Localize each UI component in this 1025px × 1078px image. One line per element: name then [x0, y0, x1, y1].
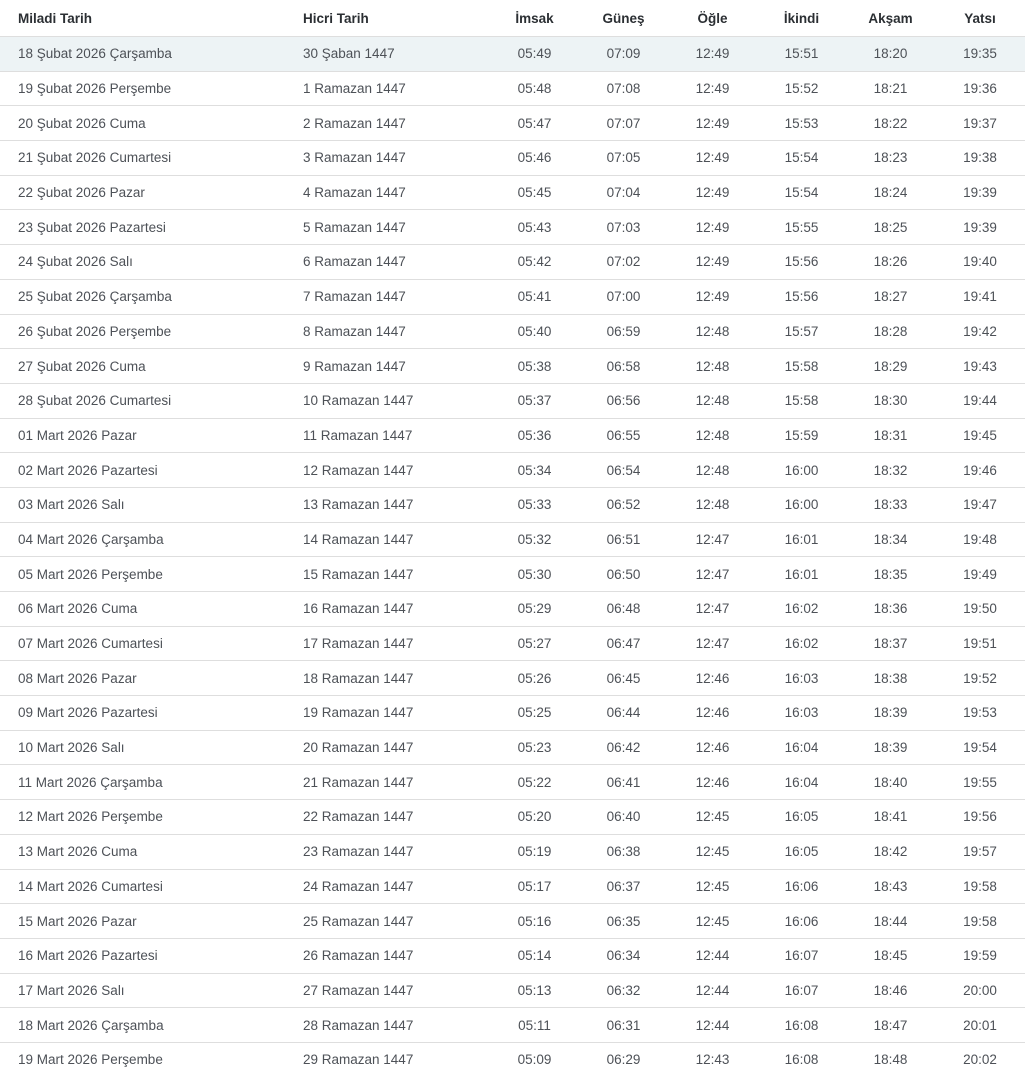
cell-yatsi: 19:51: [935, 626, 1025, 661]
header-cell-ikindi: İkindi: [757, 0, 846, 37]
cell-miladi: 07 Mart 2026 Cumartesi: [0, 626, 286, 661]
cell-ogle: 12:48: [668, 487, 757, 522]
cell-yatsi: 19:38: [935, 141, 1025, 176]
cell-ikindi: 15:54: [757, 175, 846, 210]
cell-miladi: 08 Mart 2026 Pazar: [0, 661, 286, 696]
cell-ogle: 12:46: [668, 661, 757, 696]
table-row: [0, 869, 1025, 904]
table-row: [0, 141, 1025, 176]
cell-aksam: 18:32: [846, 453, 935, 488]
table-row: [0, 626, 1025, 661]
table-row: [0, 1042, 1025, 1076]
cell-imsak: 05:46: [490, 141, 579, 176]
cell-gunes: 06:34: [579, 938, 668, 973]
cell-ikindi: 16:08: [757, 1008, 846, 1043]
cell-ikindi: 16:07: [757, 973, 846, 1008]
header-cell-aksam: Akşam: [846, 0, 935, 37]
cell-yatsi: 19:37: [935, 106, 1025, 141]
cell-yatsi: 19:55: [935, 765, 1025, 800]
table-row: [0, 1008, 1025, 1043]
cell-aksam: 18:47: [846, 1008, 935, 1043]
cell-ikindi: 16:05: [757, 834, 846, 869]
cell-gunes: 06:54: [579, 453, 668, 488]
cell-ikindi: 15:54: [757, 141, 846, 176]
cell-miladi: 02 Mart 2026 Pazartesi: [0, 453, 286, 488]
cell-hicri: 3 Ramazan 1447: [286, 141, 490, 176]
cell-aksam: 18:24: [846, 175, 935, 210]
cell-miladi: 14 Mart 2026 Cumartesi: [0, 869, 286, 904]
table-row: [0, 37, 1025, 72]
table-row: [0, 383, 1025, 418]
cell-aksam: 18:40: [846, 765, 935, 800]
cell-aksam: 18:36: [846, 592, 935, 627]
cell-miladi: 20 Şubat 2026 Cuma: [0, 106, 286, 141]
table-row: [0, 210, 1025, 245]
cell-ikindi: 16:07: [757, 938, 846, 973]
cell-imsak: 05:29: [490, 592, 579, 627]
cell-miladi: 03 Mart 2026 Salı: [0, 487, 286, 522]
cell-gunes: 06:42: [579, 730, 668, 765]
cell-miladi: 23 Şubat 2026 Pazartesi: [0, 210, 286, 245]
table-row: [0, 557, 1025, 592]
cell-gunes: 07:03: [579, 210, 668, 245]
cell-yatsi: 19:49: [935, 557, 1025, 592]
cell-hicri: 30 Şaban 1447: [286, 37, 490, 72]
table-row: [0, 661, 1025, 696]
table-row: [0, 245, 1025, 280]
cell-imsak: 05:41: [490, 279, 579, 314]
cell-imsak: 05:30: [490, 557, 579, 592]
cell-hicri: 29 Ramazan 1447: [286, 1042, 490, 1076]
cell-aksam: 18:30: [846, 383, 935, 418]
cell-yatsi: 19:39: [935, 210, 1025, 245]
cell-yatsi: 19:35: [935, 37, 1025, 72]
cell-aksam: 18:39: [846, 696, 935, 731]
cell-ikindi: 16:03: [757, 696, 846, 731]
cell-miladi: 09 Mart 2026 Pazartesi: [0, 696, 286, 731]
cell-ogle: 12:49: [668, 37, 757, 72]
cell-aksam: 18:28: [846, 314, 935, 349]
cell-ikindi: 16:05: [757, 800, 846, 835]
cell-ikindi: 16:04: [757, 765, 846, 800]
cell-hicri: 20 Ramazan 1447: [286, 730, 490, 765]
cell-imsak: 05:49: [490, 37, 579, 72]
cell-miladi: 05 Mart 2026 Perşembe: [0, 557, 286, 592]
cell-ogle: 12:46: [668, 696, 757, 731]
cell-imsak: 05:25: [490, 696, 579, 731]
cell-miladi: 10 Mart 2026 Salı: [0, 730, 286, 765]
cell-yatsi: 19:56: [935, 800, 1025, 835]
cell-miladi: 18 Şubat 2026 Çarşamba: [0, 37, 286, 72]
cell-ogle: 12:47: [668, 592, 757, 627]
table-row: [0, 314, 1025, 349]
cell-hicri: 28 Ramazan 1447: [286, 1008, 490, 1043]
cell-ogle: 12:44: [668, 1008, 757, 1043]
cell-hicri: 15 Ramazan 1447: [286, 557, 490, 592]
cell-yatsi: 19:45: [935, 418, 1025, 453]
cell-yatsi: 19:50: [935, 592, 1025, 627]
cell-hicri: 25 Ramazan 1447: [286, 904, 490, 939]
cell-aksam: 18:41: [846, 800, 935, 835]
cell-aksam: 18:31: [846, 418, 935, 453]
cell-hicri: 23 Ramazan 1447: [286, 834, 490, 869]
cell-hicri: 6 Ramazan 1447: [286, 245, 490, 280]
cell-imsak: 05:48: [490, 71, 579, 106]
cell-imsak: 05:40: [490, 314, 579, 349]
cell-imsak: 05:27: [490, 626, 579, 661]
cell-imsak: 05:13: [490, 973, 579, 1008]
cell-gunes: 06:56: [579, 383, 668, 418]
table-row: [0, 904, 1025, 939]
cell-gunes: 06:55: [579, 418, 668, 453]
table-row: [0, 834, 1025, 869]
cell-miladi: 26 Şubat 2026 Perşembe: [0, 314, 286, 349]
cell-hicri: 26 Ramazan 1447: [286, 938, 490, 973]
cell-yatsi: 19:58: [935, 904, 1025, 939]
header-cell-yatsi: Yatsı: [935, 0, 1025, 37]
cell-ogle: 12:48: [668, 349, 757, 384]
cell-gunes: 06:48: [579, 592, 668, 627]
cell-ikindi: 16:01: [757, 522, 846, 557]
cell-aksam: 18:21: [846, 71, 935, 106]
cell-ogle: 12:46: [668, 730, 757, 765]
cell-yatsi: 19:53: [935, 696, 1025, 731]
cell-hicri: 1 Ramazan 1447: [286, 71, 490, 106]
cell-imsak: 05:11: [490, 1008, 579, 1043]
header-cell-hicri-tarih: Hicri Tarih: [286, 0, 490, 37]
cell-yatsi: 19:48: [935, 522, 1025, 557]
cell-ikindi: 15:56: [757, 245, 846, 280]
cell-hicri: 24 Ramazan 1447: [286, 869, 490, 904]
cell-ogle: 12:49: [668, 245, 757, 280]
table-row: [0, 175, 1025, 210]
table-row: [0, 349, 1025, 384]
cell-miladi: 16 Mart 2026 Pazartesi: [0, 938, 286, 973]
table-row: [0, 765, 1025, 800]
cell-imsak: 05:37: [490, 383, 579, 418]
cell-miladi: 21 Şubat 2026 Cumartesi: [0, 141, 286, 176]
cell-gunes: 07:02: [579, 245, 668, 280]
cell-imsak: 05:16: [490, 904, 579, 939]
cell-imsak: 05:33: [490, 487, 579, 522]
cell-yatsi: 19:58: [935, 869, 1025, 904]
header-cell-imsak: İmsak: [490, 0, 579, 37]
cell-miladi: 24 Şubat 2026 Salı: [0, 245, 286, 280]
cell-aksam: 18:45: [846, 938, 935, 973]
cell-miladi: 12 Mart 2026 Perşembe: [0, 800, 286, 835]
cell-imsak: 05:23: [490, 730, 579, 765]
cell-gunes: 06:40: [579, 800, 668, 835]
cell-ikindi: 16:02: [757, 592, 846, 627]
cell-imsak: 05:20: [490, 800, 579, 835]
cell-yatsi: 19:57: [935, 834, 1025, 869]
header-cell-gunes: Güneş: [579, 0, 668, 37]
cell-ogle: 12:48: [668, 453, 757, 488]
cell-gunes: 06:37: [579, 869, 668, 904]
cell-ogle: 12:47: [668, 522, 757, 557]
cell-miladi: 19 Şubat 2026 Perşembe: [0, 71, 286, 106]
cell-hicri: 4 Ramazan 1447: [286, 175, 490, 210]
cell-gunes: 06:47: [579, 626, 668, 661]
cell-aksam: 18:25: [846, 210, 935, 245]
cell-ikindi: 16:02: [757, 626, 846, 661]
cell-yatsi: 19:40: [935, 245, 1025, 280]
cell-miladi: 01 Mart 2026 Pazar: [0, 418, 286, 453]
table-row: [0, 973, 1025, 1008]
cell-hicri: 7 Ramazan 1447: [286, 279, 490, 314]
cell-hicri: 9 Ramazan 1447: [286, 349, 490, 384]
cell-gunes: 07:05: [579, 141, 668, 176]
cell-gunes: 06:50: [579, 557, 668, 592]
cell-aksam: 18:46: [846, 973, 935, 1008]
cell-yatsi: 19:41: [935, 279, 1025, 314]
table-row: [0, 279, 1025, 314]
cell-hicri: 21 Ramazan 1447: [286, 765, 490, 800]
table-row: [0, 71, 1025, 106]
cell-imsak: 05:36: [490, 418, 579, 453]
table-row: [0, 453, 1025, 488]
table-header: [0, 0, 1025, 37]
cell-gunes: 06:59: [579, 314, 668, 349]
cell-yatsi: 20:01: [935, 1008, 1025, 1043]
cell-yatsi: 19:43: [935, 349, 1025, 384]
cell-ikindi: 15:51: [757, 37, 846, 72]
cell-miladi: 06 Mart 2026 Cuma: [0, 592, 286, 627]
cell-yatsi: 19:54: [935, 730, 1025, 765]
cell-miladi: 13 Mart 2026 Cuma: [0, 834, 286, 869]
cell-imsak: 05:14: [490, 938, 579, 973]
cell-ogle: 12:49: [668, 141, 757, 176]
cell-ogle: 12:47: [668, 557, 757, 592]
cell-aksam: 18:48: [846, 1042, 935, 1076]
cell-ogle: 12:48: [668, 383, 757, 418]
cell-imsak: 05:17: [490, 869, 579, 904]
table-row: [0, 800, 1025, 835]
cell-hicri: 10 Ramazan 1447: [286, 383, 490, 418]
cell-gunes: 06:38: [579, 834, 668, 869]
cell-ikindi: 15:52: [757, 71, 846, 106]
cell-miladi: 11 Mart 2026 Çarşamba: [0, 765, 286, 800]
cell-ogle: 12:49: [668, 175, 757, 210]
cell-ikindi: 16:06: [757, 904, 846, 939]
table-body: [0, 37, 1025, 1077]
table-row: [0, 938, 1025, 973]
cell-yatsi: 19:52: [935, 661, 1025, 696]
cell-ogle: 12:44: [668, 973, 757, 1008]
cell-yatsi: 19:39: [935, 175, 1025, 210]
cell-gunes: 07:09: [579, 37, 668, 72]
cell-ikindi: 16:04: [757, 730, 846, 765]
cell-miladi: 18 Mart 2026 Çarşamba: [0, 1008, 286, 1043]
header-cell-miladi-tarih: Miladi Tarih: [0, 0, 286, 37]
cell-aksam: 18:23: [846, 141, 935, 176]
cell-aksam: 18:33: [846, 487, 935, 522]
table-row: [0, 696, 1025, 731]
cell-hicri: 5 Ramazan 1447: [286, 210, 490, 245]
cell-ogle: 12:45: [668, 869, 757, 904]
table-row: [0, 106, 1025, 141]
table-row: [0, 418, 1025, 453]
cell-miladi: 27 Şubat 2026 Cuma: [0, 349, 286, 384]
cell-gunes: 06:45: [579, 661, 668, 696]
cell-imsak: 05:42: [490, 245, 579, 280]
cell-yatsi: 19:46: [935, 453, 1025, 488]
cell-gunes: 06:31: [579, 1008, 668, 1043]
cell-ogle: 12:47: [668, 626, 757, 661]
cell-aksam: 18:38: [846, 661, 935, 696]
cell-imsak: 05:19: [490, 834, 579, 869]
cell-hicri: 8 Ramazan 1447: [286, 314, 490, 349]
cell-miladi: 25 Şubat 2026 Çarşamba: [0, 279, 286, 314]
cell-gunes: 06:41: [579, 765, 668, 800]
cell-aksam: 18:22: [846, 106, 935, 141]
cell-hicri: 22 Ramazan 1447: [286, 800, 490, 835]
cell-hicri: 19 Ramazan 1447: [286, 696, 490, 731]
cell-gunes: 07:00: [579, 279, 668, 314]
cell-miladi: 28 Şubat 2026 Cumartesi: [0, 383, 286, 418]
cell-yatsi: 19:36: [935, 71, 1025, 106]
cell-gunes: 06:51: [579, 522, 668, 557]
header-row: [0, 0, 1025, 37]
cell-ogle: 12:46: [668, 765, 757, 800]
cell-miladi: 17 Mart 2026 Salı: [0, 973, 286, 1008]
cell-gunes: 07:07: [579, 106, 668, 141]
cell-gunes: 06:44: [579, 696, 668, 731]
cell-imsak: 05:38: [490, 349, 579, 384]
cell-ogle: 12:45: [668, 834, 757, 869]
table-row: [0, 592, 1025, 627]
cell-aksam: 18:27: [846, 279, 935, 314]
cell-aksam: 18:29: [846, 349, 935, 384]
cell-ikindi: 16:08: [757, 1042, 846, 1076]
cell-gunes: 06:29: [579, 1042, 668, 1076]
cell-ogle: 12:49: [668, 279, 757, 314]
cell-ikindi: 16:01: [757, 557, 846, 592]
cell-aksam: 18:26: [846, 245, 935, 280]
cell-ogle: 12:45: [668, 800, 757, 835]
cell-ikindi: 16:00: [757, 453, 846, 488]
cell-yatsi: 19:59: [935, 938, 1025, 973]
cell-aksam: 18:43: [846, 869, 935, 904]
cell-imsak: 05:45: [490, 175, 579, 210]
cell-miladi: 04 Mart 2026 Çarşamba: [0, 522, 286, 557]
cell-hicri: 2 Ramazan 1447: [286, 106, 490, 141]
cell-ikindi: 15:53: [757, 106, 846, 141]
table-row: [0, 487, 1025, 522]
cell-imsak: 05:43: [490, 210, 579, 245]
cell-aksam: 18:42: [846, 834, 935, 869]
cell-gunes: 06:32: [579, 973, 668, 1008]
cell-yatsi: 20:02: [935, 1042, 1025, 1076]
cell-gunes: 07:04: [579, 175, 668, 210]
cell-aksam: 18:20: [846, 37, 935, 72]
cell-gunes: 06:58: [579, 349, 668, 384]
cell-ogle: 12:48: [668, 418, 757, 453]
cell-yatsi: 19:44: [935, 383, 1025, 418]
cell-aksam: 18:34: [846, 522, 935, 557]
cell-ikindi: 15:57: [757, 314, 846, 349]
cell-ikindi: 16:06: [757, 869, 846, 904]
cell-aksam: 18:37: [846, 626, 935, 661]
cell-aksam: 18:39: [846, 730, 935, 765]
cell-ogle: 12:49: [668, 106, 757, 141]
cell-ikindi: 15:58: [757, 383, 846, 418]
cell-ogle: 12:48: [668, 314, 757, 349]
cell-gunes: 07:08: [579, 71, 668, 106]
header-cell-ogle: Öğle: [668, 0, 757, 37]
cell-gunes: 06:52: [579, 487, 668, 522]
cell-hicri: 27 Ramazan 1447: [286, 973, 490, 1008]
cell-hicri: 11 Ramazan 1447: [286, 418, 490, 453]
cell-imsak: 05:09: [490, 1042, 579, 1076]
cell-imsak: 05:32: [490, 522, 579, 557]
cell-hicri: 17 Ramazan 1447: [286, 626, 490, 661]
cell-aksam: 18:44: [846, 904, 935, 939]
cell-ikindi: 15:55: [757, 210, 846, 245]
cell-imsak: 05:26: [490, 661, 579, 696]
cell-hicri: 12 Ramazan 1447: [286, 453, 490, 488]
table-row: [0, 730, 1025, 765]
cell-aksam: 18:35: [846, 557, 935, 592]
cell-ogle: 12:43: [668, 1042, 757, 1076]
cell-miladi: 22 Şubat 2026 Pazar: [0, 175, 286, 210]
cell-hicri: 16 Ramazan 1447: [286, 592, 490, 627]
cell-yatsi: 19:42: [935, 314, 1025, 349]
cell-ikindi: 16:00: [757, 487, 846, 522]
table-row: [0, 522, 1025, 557]
cell-imsak: 05:34: [490, 453, 579, 488]
cell-ikindi: 15:59: [757, 418, 846, 453]
cell-ogle: 12:45: [668, 904, 757, 939]
cell-imsak: 05:47: [490, 106, 579, 141]
cell-ikindi: 15:56: [757, 279, 846, 314]
cell-ikindi: 16:03: [757, 661, 846, 696]
cell-miladi: 15 Mart 2026 Pazar: [0, 904, 286, 939]
cell-imsak: 05:22: [490, 765, 579, 800]
cell-yatsi: 20:00: [935, 973, 1025, 1008]
cell-ogle: 12:44: [668, 938, 757, 973]
cell-ogle: 12:49: [668, 71, 757, 106]
cell-gunes: 06:35: [579, 904, 668, 939]
cell-hicri: 13 Ramazan 1447: [286, 487, 490, 522]
cell-miladi: 19 Mart 2026 Perşembe: [0, 1042, 286, 1076]
cell-ogle: 12:49: [668, 210, 757, 245]
cell-yatsi: 19:47: [935, 487, 1025, 522]
cell-hicri: 14 Ramazan 1447: [286, 522, 490, 557]
cell-ikindi: 15:58: [757, 349, 846, 384]
cell-hicri: 18 Ramazan 1447: [286, 661, 490, 696]
